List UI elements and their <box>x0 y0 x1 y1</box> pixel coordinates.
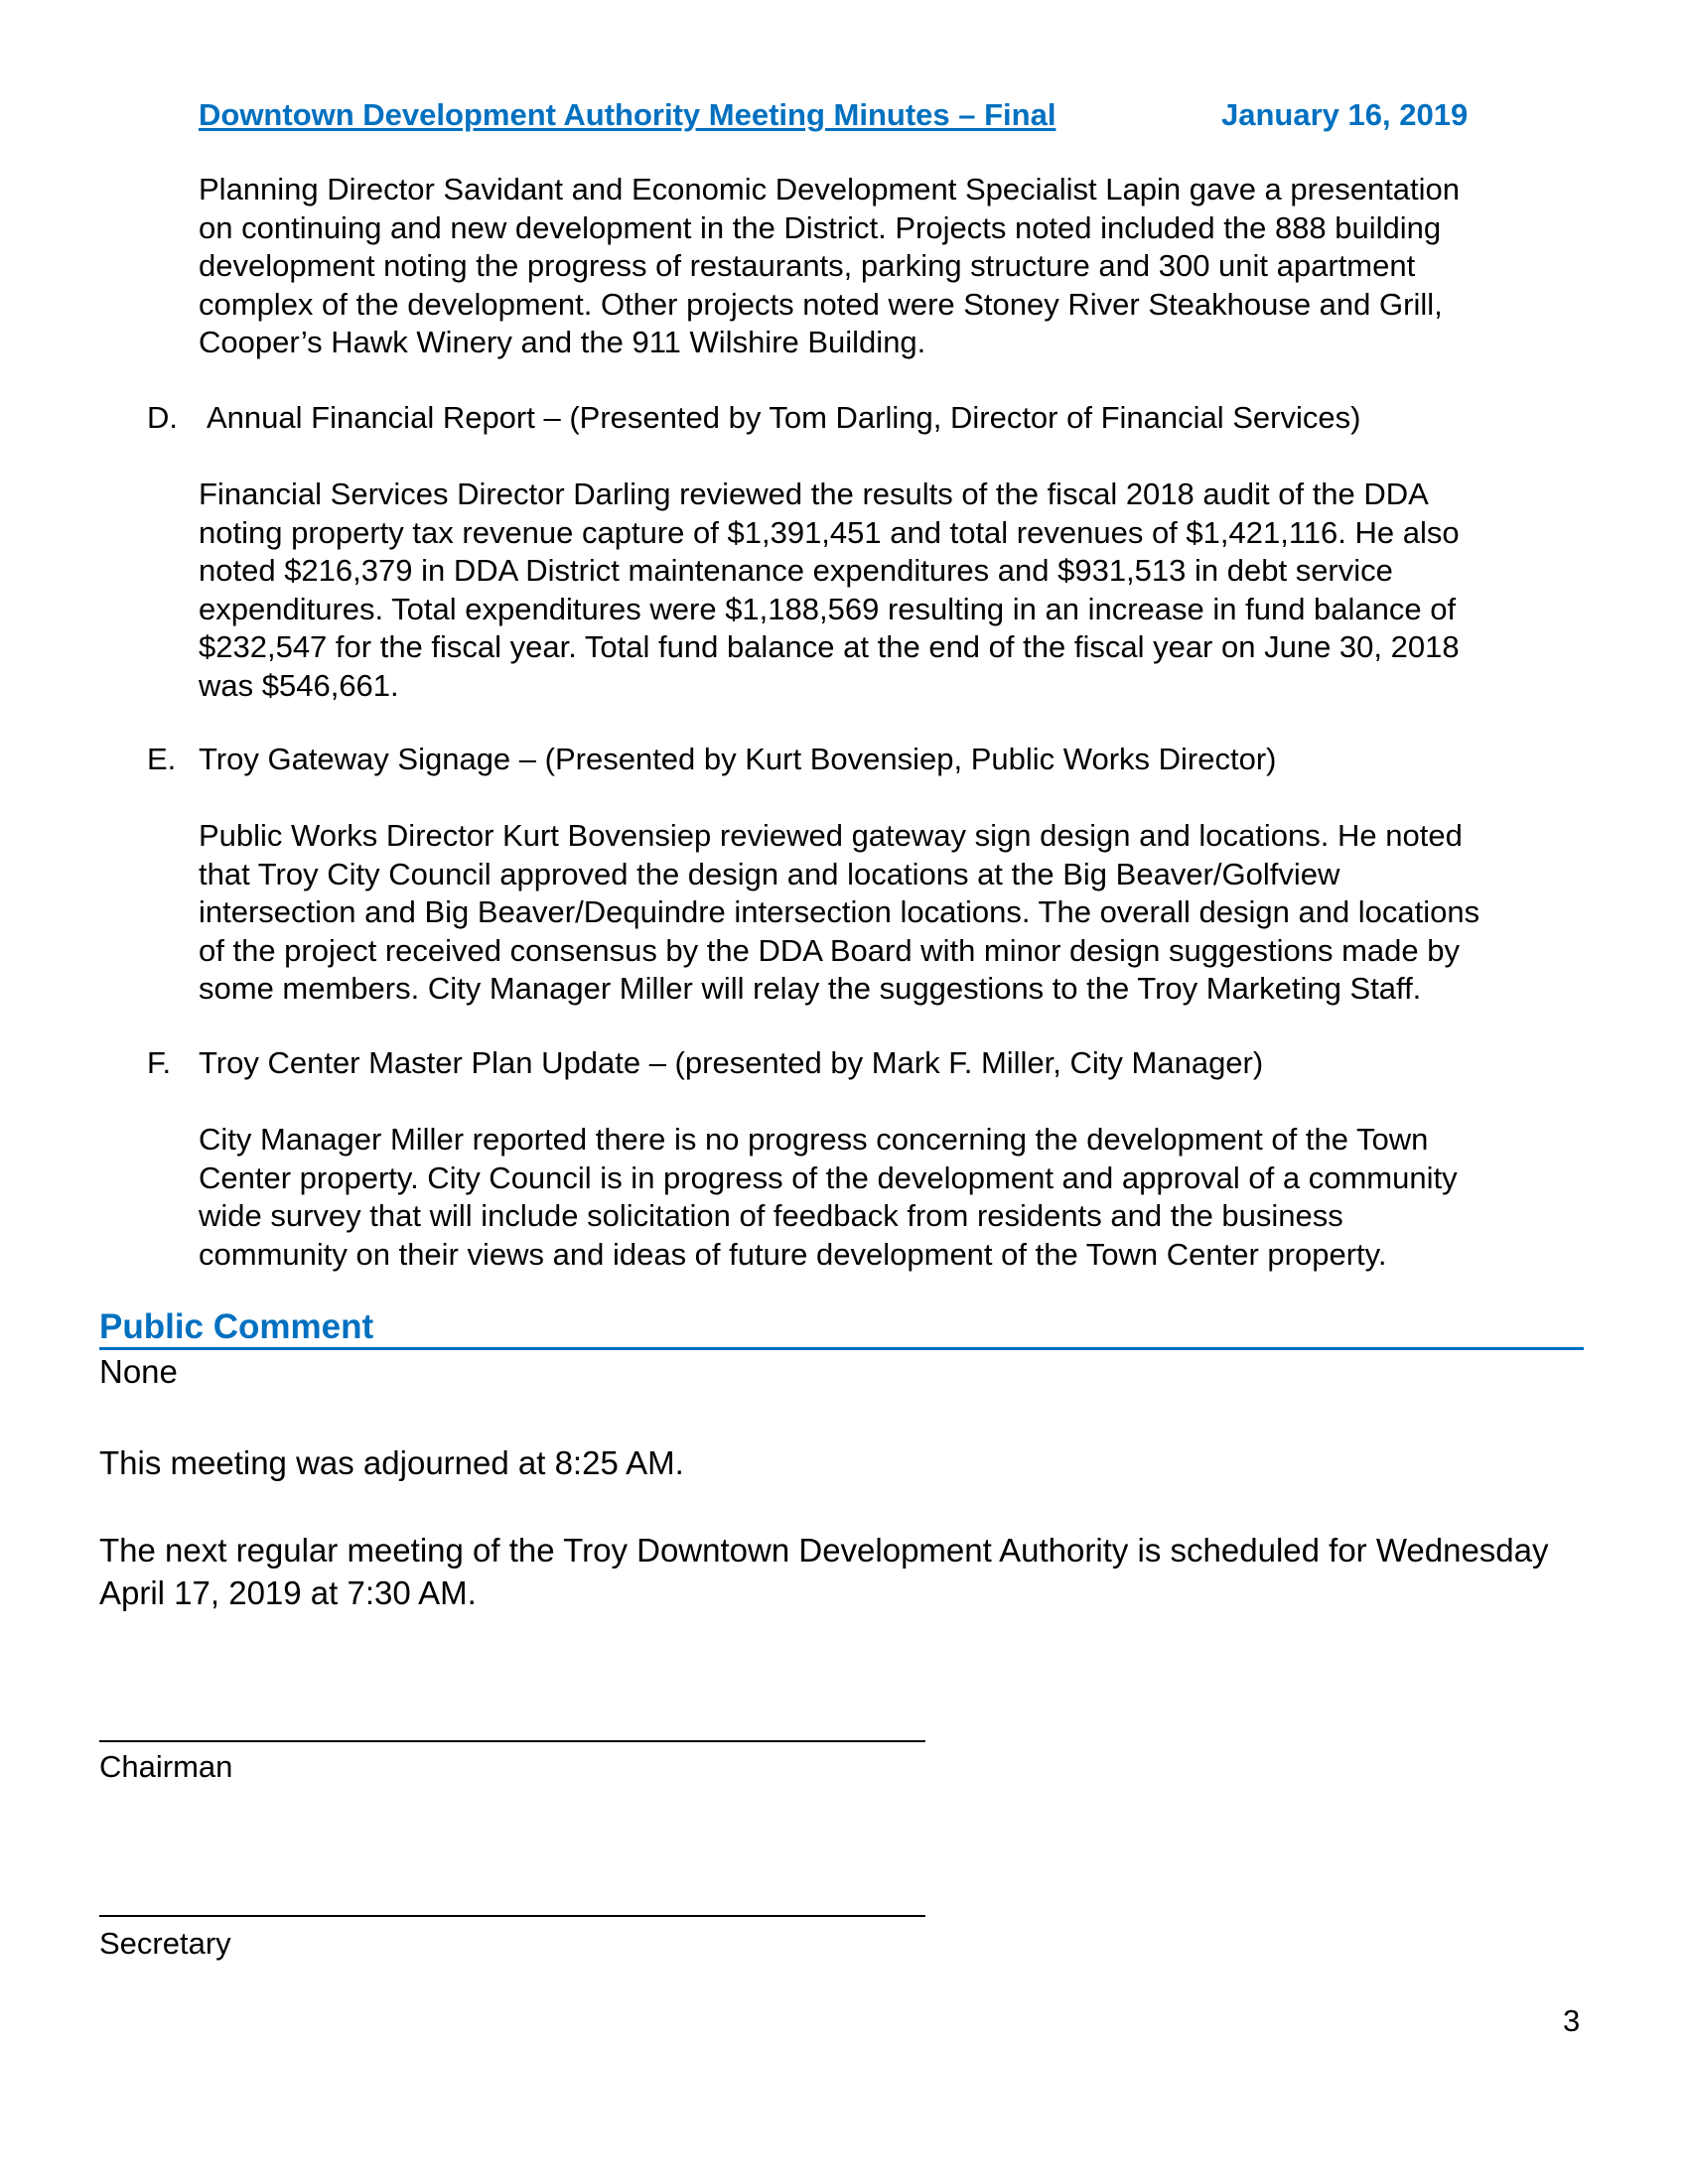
secretary-label: Secretary <box>99 1926 231 1961</box>
paragraph-line: noting property tax revenue capture of $1,391,451 and total revenues of $1,421,116. He also <box>199 514 1460 550</box>
paragraph-line: intersection and Big Beaver/Dequindre intersection locations. The overall design and locations <box>199 894 1480 929</box>
item-letter: E. <box>147 742 177 776</box>
paragraph-line: Financial Services Director Darling reviewed the results of the fiscal 2018 audit of the DDA <box>199 477 1429 511</box>
public-comment-heading: Public Comment <box>99 1307 1584 1350</box>
header-title: Downtown Development Authority Meeting Minutes – Final <box>199 97 1056 132</box>
item-e-paragraph <box>199 817 1589 1009</box>
agenda-item-d <box>147 399 1360 438</box>
paragraph-line: was $546,661. <box>199 667 399 703</box>
intro-paragraph <box>199 171 1589 362</box>
paragraph-line: that Troy City Council approved the design and locations at the Big Beaver/Golfview <box>199 856 1340 891</box>
paragraph-line: Planning Director Savidant and Economic Development Specialist Lapin gave a presentation <box>199 172 1461 206</box>
chairman-label: Chairman <box>99 1749 233 1784</box>
adjourned-text: This meeting was adjourned at 8:25 AM. <box>99 1444 684 1481</box>
item-letter: D. <box>147 400 178 435</box>
paragraph-line: complex of the development. Other projects noted were Stoney River Steakhouse and Grill, <box>199 286 1443 322</box>
public-comment-body: None <box>99 1353 178 1390</box>
item-title: Annual Financial Report – (Presented by Tom Darling, Director of Financial Services) <box>207 400 1361 435</box>
secretary-signature-line <box>99 1915 925 1917</box>
item-d-paragraph <box>199 476 1589 705</box>
paragraph-line: noted $216,379 in DDA District maintenance expenditures and $931,513 in debt service <box>199 553 1393 588</box>
paragraph-line: $232,547 for the fiscal year. Total fund balance at the end of the fiscal year on June 30, 2018 <box>199 629 1460 664</box>
item-letter: F. <box>147 1045 172 1080</box>
next-meeting-text <box>99 1529 1549 1614</box>
paragraph-line: Cooper’s Hawk Winery and the 911 Wilshire Building. <box>199 325 926 359</box>
paragraph-line: of the project received consensus by the DDA Board with minor design suggestions made by <box>199 932 1460 968</box>
chairman-signature-line <box>99 1740 925 1742</box>
next-meeting-line: The next regular meeting of the Troy Downtown Development Authority is scheduled for Wednesday <box>99 1532 1549 1569</box>
next-meeting-line: April 17, 2019 at 7:30 AM. <box>99 1574 477 1611</box>
agenda-item-e <box>147 741 1276 779</box>
paragraph-line: expenditures. Total expenditures were $1,188,569 resulting in an increase in fund balance of <box>199 591 1457 626</box>
paragraph-line: development noting the progress of restaurants, parking structure and 300 unit apartment <box>199 248 1416 283</box>
paragraph-line: Public Works Director Kurt Bovensiep reviewed gateway sign design and locations. He noted <box>199 818 1463 853</box>
paragraph-line: on continuing and new development in the District. Projects noted included the 888 building <box>199 209 1442 245</box>
paragraph-line: City Manager Miller reported there is no progress concerning the development of the Town <box>199 1122 1429 1157</box>
paragraph-line: community on their views and ideas of future development of the Town Center property. <box>199 1236 1387 1272</box>
page-header <box>199 97 1491 133</box>
item-f-paragraph <box>199 1121 1589 1274</box>
page-number: 3 <box>1563 2003 1581 2038</box>
paragraph-line: wide survey that will include solicitation of feedback from residents and the business <box>199 1198 1343 1233</box>
item-title: Troy Gateway Signage – (Presented by Kurt Bovensiep, Public Works Director) <box>199 742 1277 776</box>
item-title: Troy Center Master Plan Update – (presented by Mark F. Miller, City Manager) <box>199 1045 1264 1080</box>
paragraph-line: Center property. City Council is in progress of the development and approval of a community <box>199 1160 1458 1195</box>
header-date: January 16, 2019 <box>1221 97 1469 132</box>
agenda-item-f <box>147 1044 1263 1083</box>
paragraph-line: some members. City Manager Miller will relay the suggestions to the Troy Marketing Staff. <box>199 971 1422 1006</box>
